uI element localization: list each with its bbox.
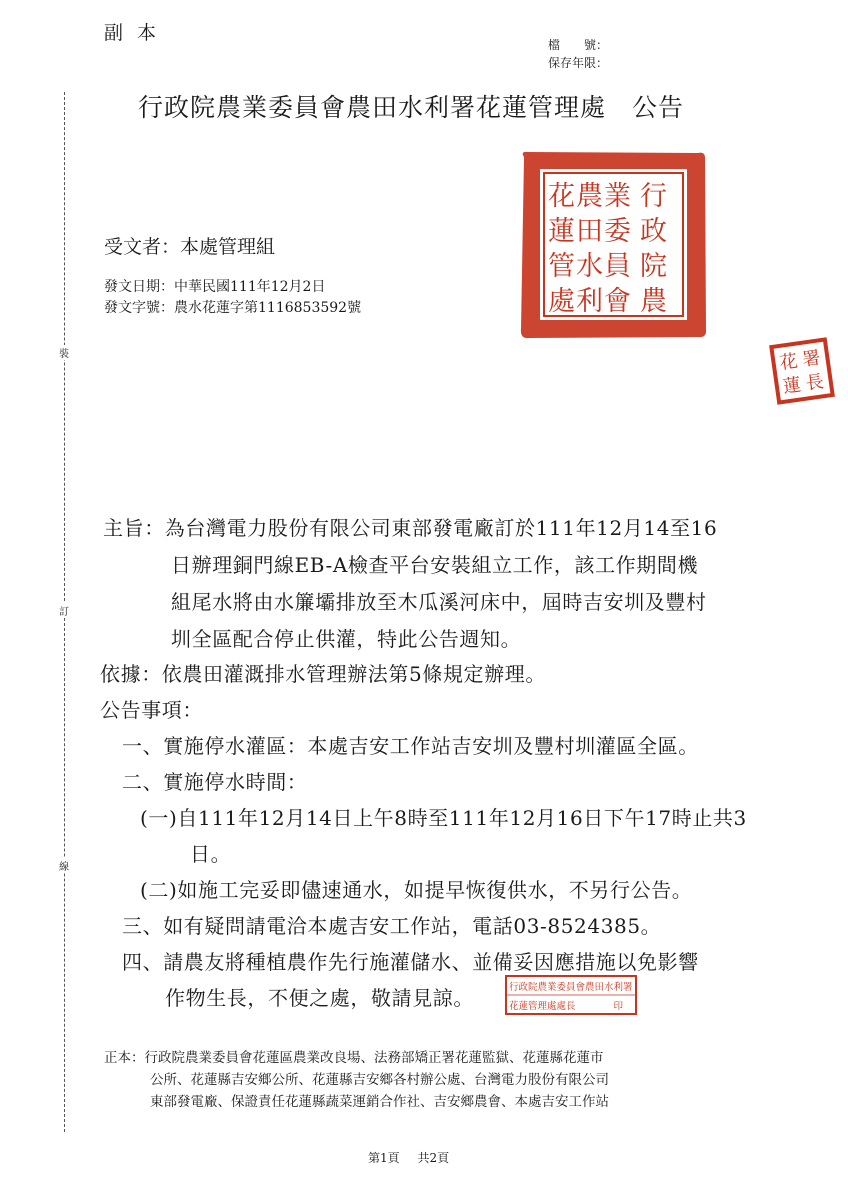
svg-text:行政院農業委員會農田水利署: 行政院農業委員會農田水利署 [509,982,633,993]
basis: 依據：依農田灌溉排水管理辦法第5條規定辦理。 [100,662,546,686]
svg-text:業: 業 [604,181,631,212]
svg-text:花: 花 [548,181,575,212]
svg-text:田: 田 [576,216,603,247]
retention-period-label: 保存年限： [548,56,609,70]
subject-line-3: 組尾水將由水簾壩排放至木瓜溪河床中，屆時吉安圳及豐村 [171,590,707,614]
page-number: 第1頁 [368,1151,400,1165]
svg-text:管: 管 [548,251,575,282]
issue-number: 發文字號：農水花蓮字第1116853592號 [104,300,362,316]
page-total: 共2頁 [417,1151,450,1165]
seal-glyph-column: 行 [640,181,667,212]
svg-text:委: 委 [604,216,631,247]
distribution-line-1: 正本：行政院農業委員會花蓮區農業改良場、法務部矯正署花蓮監獄、花蓮縣花蓮市 [104,1050,604,1066]
svg-text:農: 農 [576,181,603,212]
item-2-sub-1: (一)自111年12月14日上午8時至111年12月16日下午17時止共3 [140,806,747,830]
item-2: 二、實施停水時間： [122,770,308,794]
item-4-cont: 作物生長，不便之處，敬請見諒。 [165,986,474,1010]
subject-line-1: 主旨：為台灣電力股份有限公司東部發電廠訂於111年12月14至16 [103,516,718,540]
binding-mark-xian: 線 [57,858,71,873]
subject-line-2: 日辦理銅門線EB-A檢查平台安裝組立工作，該工作期間機 [171,553,699,577]
svg-text:花: 花 [778,350,800,374]
issue-date: 發文日期：中華民國111年12月2日 [104,279,326,295]
distribution-line-3: 東部發電廠、保證責任花蓮縣蔬菜運銷合作社、吉安鄉農會、本處吉安工作站 [150,1094,609,1110]
document-title [138,88,684,124]
item-1: 一、實施停水灌區：本處吉安工作站吉安圳及豐村圳灌區全區。 [122,734,699,758]
binding-mark-ding: 訂 [57,603,71,618]
director-stamp [505,975,637,1015]
item-4: 四、請農友將種植農作先行施灌儲水、並備妥因應措施以免影響 [122,950,699,974]
svg-text:利: 利 [576,286,603,317]
item-2-sub-2: (二)如施工完妥即儘速通水，如提早恢復供水，不另行公告。 [140,878,693,902]
svg-text:政: 政 [640,216,667,247]
page-footer [368,1149,449,1166]
agency-name: 行政院農業委員會農田水利署花蓮管理處 [138,93,607,122]
svg-text:長: 長 [804,371,826,395]
item-3: 三、如有疑問請電洽本處吉安工作站，電話03-8524385。 [122,914,662,938]
binding-mark-zhuang: 裝 [57,345,71,360]
svg-text:蓮: 蓮 [548,216,575,247]
svg-text:會: 會 [604,286,631,317]
official-seal [516,147,711,342]
file-number-label: 檔 號： [548,38,609,52]
svg-text:農: 農 [640,286,667,317]
document-type: 公告 [632,93,685,122]
recipient: 受文者：本處管理組 [104,236,276,258]
copy-label: 副本 [104,22,171,44]
item-2-sub-1-cont: 日。 [190,842,232,866]
svg-text:署: 署 [801,347,822,371]
items-heading: 公告事項： [100,698,203,722]
svg-text:蓮: 蓮 [781,374,803,398]
svg-text:處: 處 [548,286,575,317]
subject-line-4: 圳全區配合停止供灌，特此公告週知。 [171,627,522,651]
svg-text:花蓮管理處處長 印: 花蓮管理處處長 印 [509,1001,624,1012]
director-seal [768,336,836,406]
svg-text:院: 院 [640,251,667,282]
svg-text:員: 員 [604,251,631,282]
distribution-line-2: 公所、花蓮縣吉安鄉公所、花蓮縣吉安鄉各村辦公處、台灣電力股份有限公司 [150,1072,609,1088]
svg-text:水: 水 [576,251,603,282]
